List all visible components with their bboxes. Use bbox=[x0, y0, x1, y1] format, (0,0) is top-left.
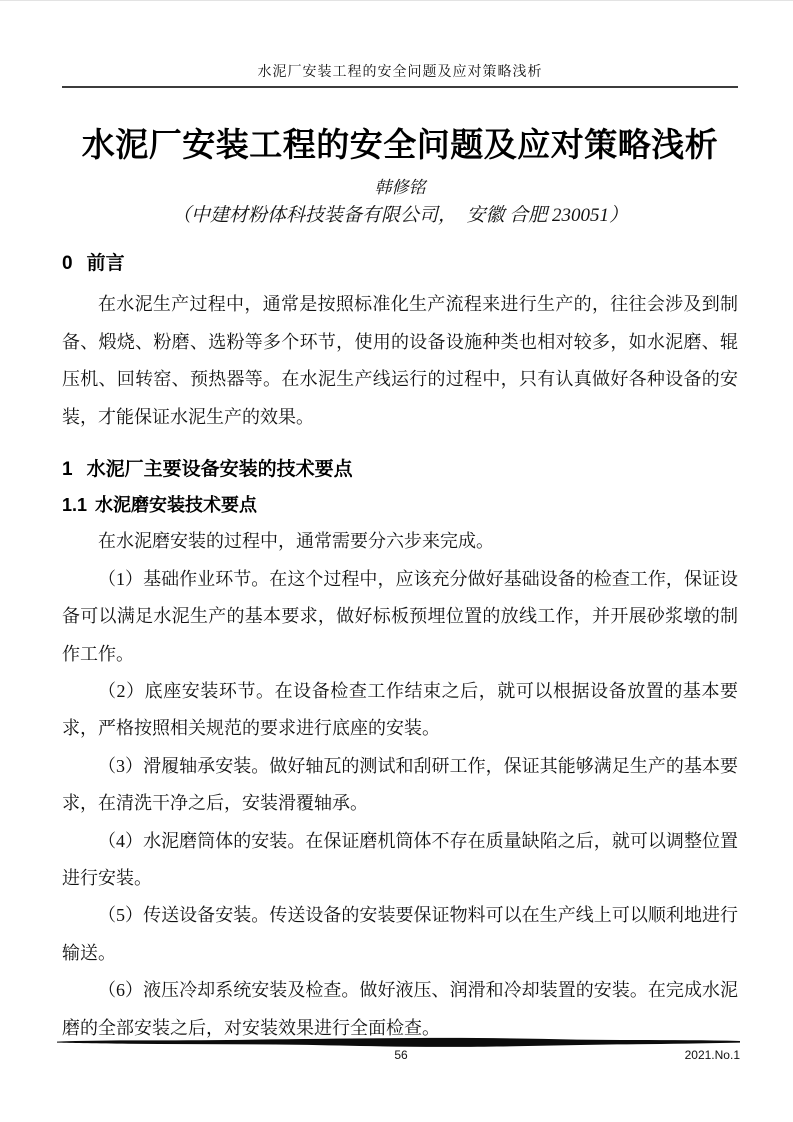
preface-paragraph: 在水泥生产过程中，通常是按照标准化生产流程来进行生产的，往往会涉及到制备、煅烧、粉磨、选粉等多个环节，使用的设备设施种类也相对较多，如水泥磨、辊压机、回转窑、预热器等。在水泥生产线运行的过程中，只有认真做好各种设备的安装，才能保证水泥生产的效果。 bbox=[62, 294, 738, 427]
step-paragraph-2: （2）底座安装环节。在设备检查工作结束之后，就可以根据设备放置的基本要求，严格按照相关规范的要求进行底座的安装。 bbox=[62, 681, 738, 739]
page-content bbox=[62, 1, 738, 1047]
section-number: 0 bbox=[62, 252, 73, 274]
section-number: 1.1 bbox=[62, 495, 88, 516]
subsection-intro-paragraph: 在水泥磨安装的过程中，通常需要分六步来完成。 bbox=[98, 531, 494, 552]
section-heading-1 bbox=[62, 456, 738, 485]
footer bbox=[62, 1048, 740, 1064]
step-paragraph-6: （6）液压冷却系统安装及检查。做好液压、润滑和冷却装置的安装。在完成水泥磨的全部安装之后，对安装效果进行全面检查。 bbox=[62, 980, 738, 1038]
step-paragraph-1: （1）基础作业环节。在这个过程中，应该充分做好基础设备的检查工作，保证设备可以满足水泥生产的基本要求，做好标板预埋位置的放线工作，并开展砂浆墩的制作工作。 bbox=[62, 568, 738, 664]
footer-issue-label: 2021.No.1 bbox=[684, 1048, 740, 1062]
author-affiliation: （中建材粉体科技装备有限公司， 安徽 合肥 230051） bbox=[171, 205, 628, 227]
article-title: 水泥厂安装工程的安全问题及应对策略浅析 bbox=[81, 126, 719, 163]
section-number: 1 bbox=[62, 458, 73, 480]
section-title: 前言 bbox=[86, 252, 125, 274]
step-paragraph-3: （3）滑履轴承安装。做好轴瓦的测试和刮研工作，保证其能够满足生产的基本要求，在清洗干净之后，安装滑覆轴承。 bbox=[62, 755, 738, 814]
author-name: 韩修铭 bbox=[374, 178, 426, 198]
step-paragraph-5: （5）传送设备安装。传送设备的安装要保证物料可以在生产线上可以顺利地进行输送。 bbox=[62, 905, 738, 963]
step-paragraph-4: （4）水泥磨筒体的安装。在保证磨机筒体不存在质量缺陷之后，就可以调整位置进行安装。 bbox=[62, 830, 738, 889]
section-heading-1-1 bbox=[62, 492, 738, 519]
section-title: 水泥磨安装技术要点 bbox=[95, 495, 258, 516]
footer-page-number: 56 bbox=[394, 1048, 408, 1062]
running-header-title: 水泥厂安装工程的安全问题及应对策略浅析 bbox=[62, 61, 738, 88]
section-heading-preface bbox=[62, 250, 738, 279]
section-title: 水泥厂主要设备安装的技术要点 bbox=[86, 458, 353, 480]
